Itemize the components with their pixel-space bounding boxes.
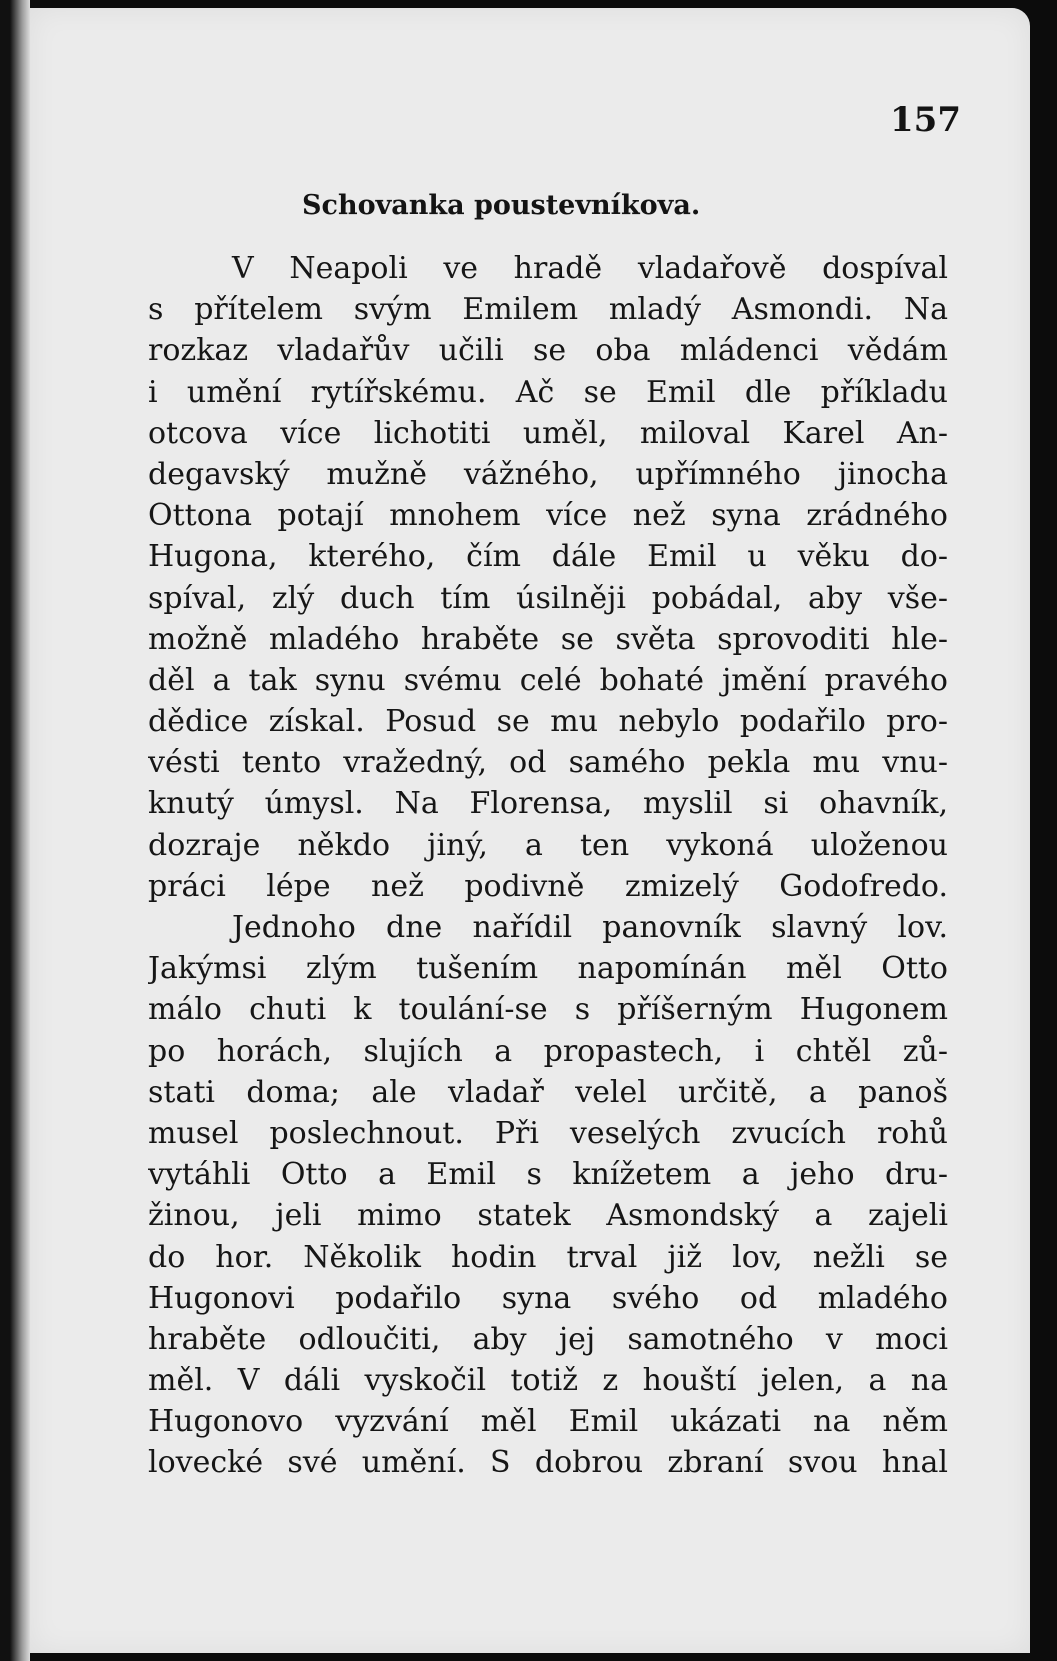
text-line: možně mladého hraběte se světa sprovoditi hle-: [148, 621, 948, 657]
text-line: práci lépe než podivně zmizelý Godofredo.: [148, 868, 948, 904]
text-line: degavský mužně vážného, upřímného jinocha: [148, 456, 948, 492]
text-line: i umění rytířskému. Ač se Emil dle příkladu: [148, 374, 948, 410]
text-line: hraběte odloučiti, aby jej samotného v moci: [148, 1321, 948, 1357]
text-line: lovecké své umění. S dobrou zbraní svou hnal: [148, 1445, 948, 1481]
text-line: dozraje někdo jiný, a ten vykoná uloženou: [148, 827, 948, 863]
text-line: rozkaz vladařův učili se oba mládenci vědám: [148, 333, 948, 369]
book-spine-edge: [0, 0, 30, 1661]
text-line: měl. V dáli vyskočil totiž z houští jelen, a na: [148, 1363, 948, 1399]
text-line: vytáhli Otto a Emil s knížetem a jeho dru-: [148, 1157, 948, 1193]
page-number: 157: [890, 100, 961, 140]
text-line: Hugonovi podařilo syna svého od mladého: [148, 1280, 948, 1316]
text-line: málo chuti k toulání-se s příšerným Hugonem: [148, 992, 948, 1028]
spine-shadow: [10, 0, 30, 1661]
text-line: V Neapoli ve hradě vladařově dospíval: [232, 251, 948, 286]
text-line: dědice získal. Posud se mu nebylo podařilo pro-: [148, 704, 948, 740]
text-line: do hor. Několik hodin trval již lov, nežli se: [148, 1239, 948, 1275]
text-line: knutý úmysl. Na Florensa, myslil si ohavník,: [148, 786, 948, 822]
text-line: Jakýmsi zlým tušením napomínán měl Otto: [148, 951, 948, 987]
text-line: musel poslechnout. Při veselých zvucích rohů: [148, 1115, 948, 1151]
text-line: Ottona potají mnohem více než syna zrádného: [148, 498, 948, 534]
text-line: Hugonovo vyzvání měl Emil ukázati na něm: [148, 1404, 948, 1440]
text-line: po horách, slujích a propastech, i chtěl zů-: [148, 1033, 948, 1069]
text-line: Hugona, kterého, čím dále Emil u věku do-: [148, 539, 948, 575]
book-page: [30, 8, 1030, 1653]
body-text: [148, 248, 948, 1484]
text-line: vésti tento vražedný, od samého pekla mu vnu-: [148, 745, 948, 781]
chapter-title: Schovanka poustevníkova.: [302, 190, 701, 221]
text-line: stati doma; ale vladař velel určitě, a panoš: [148, 1074, 948, 1110]
text-line: Jednoho dne nařídil panovník slavný lov.: [232, 910, 948, 945]
text-line: žinou, jeli mimo statek Asmondský a zajeli: [148, 1198, 948, 1234]
text-line: spíval, zlý duch tím úsilněji pobádal, aby vše-: [148, 580, 948, 616]
text-line: s přítelem svým Emilem mladý Asmondi. Na: [148, 292, 948, 328]
text-line: děl a tak synu svému celé bohaté jmění pravého: [148, 662, 948, 698]
text-line: otcova více lichotiti uměl, miloval Karel An-: [148, 415, 948, 451]
